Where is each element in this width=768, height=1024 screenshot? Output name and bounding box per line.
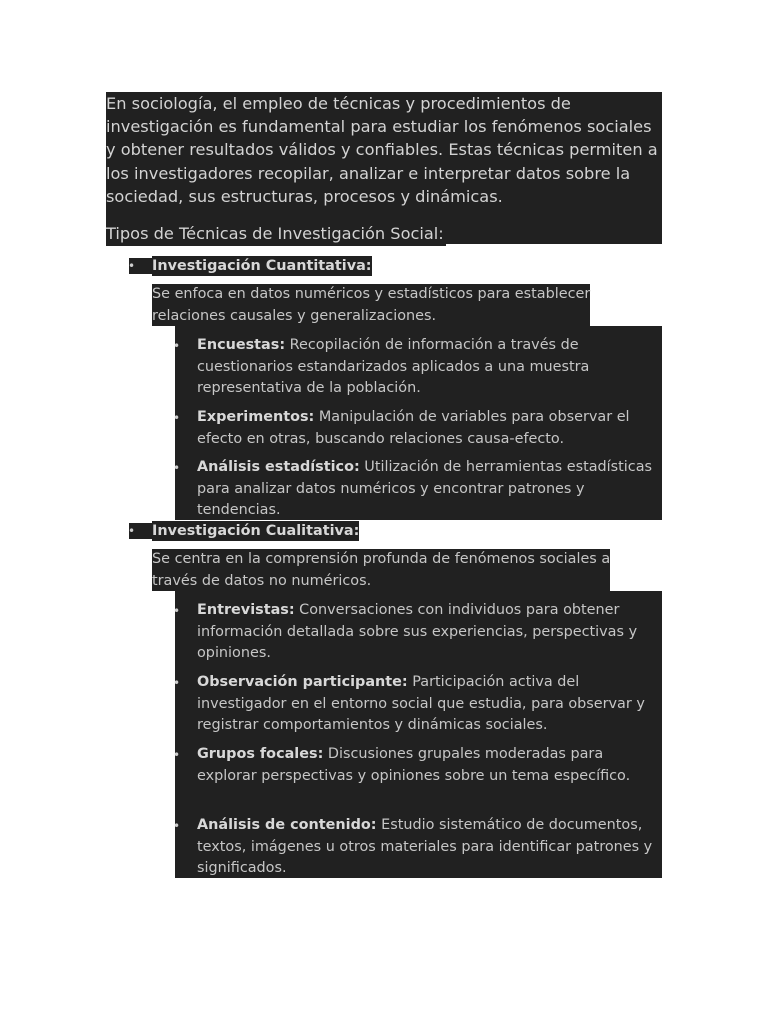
cuantitativa-desc-line: Se enfoca en datos numéricos y estadísticos para establecer <box>152 286 591 302</box>
definition: Utilización de herramientas estadísticas para analizar datos numéricos y encontrar patrones y tendencias. <box>197 459 653 519</box>
definition: Manipulación de variables para observar el efecto en otras, buscando relaciones causa-efecto. <box>197 409 630 447</box>
cualitativa-desc-line: través de datos no numéricos. <box>152 572 372 589</box>
term: Análisis de contenido: <box>197 817 377 833</box>
term: Observación participante: <box>197 674 408 690</box>
bullet-icon: • <box>128 259 136 273</box>
bullet-icon: • <box>173 748 181 762</box>
bullet-icon: • <box>173 339 181 353</box>
definition: Estudio sistemático de documentos, textos, imágenes u otros materiales para identificar patrones y significados. <box>197 817 653 877</box>
cualitativa-desc-line: Se centra en la comprensión profunda de fenómenos sociales a <box>152 551 611 567</box>
term: Entrevistas: <box>197 602 295 618</box>
list-item-analisis-estadistico <box>197 457 662 522</box>
cualitativa-description <box>152 549 610 591</box>
bullet-icon: • <box>173 819 181 833</box>
list-item-entrevistas <box>197 600 662 665</box>
bullet-icon: • <box>173 676 181 690</box>
section-heading: Tipos de Técnicas de Investigación Social: <box>106 222 446 246</box>
list-item-experimentos <box>197 407 662 450</box>
cualitativa-title: Investigación Cualitativa: <box>152 523 360 539</box>
intro-paragraph: En sociología, el empleo de técnicas y procedimientos de investigación es fundamental para estudiar los fenómenos sociales y obtener resultados válidos y confiables. Estas técnicas permiten a los investigadores recopilar, analizar e interpretar datos sobre la sociedad, sus estructuras, procesos y dinámicas. <box>106 92 662 244</box>
term: Grupos focales: <box>197 746 324 762</box>
bullet-icon: • <box>173 411 181 425</box>
definition: Discusiones grupales moderadas para explorar perspectivas y opiniones sobre un tema específico. <box>197 746 631 784</box>
term: Análisis estadístico: <box>197 459 360 475</box>
list-item-analisis-contenido <box>197 815 662 880</box>
definition: Participación activa del investigador en el entorno social que estudia, para observar y registrar comportamientos y dinámicas sociales. <box>197 674 645 734</box>
term: Encuestas: <box>197 337 286 353</box>
cuantitativa-description <box>152 284 590 326</box>
bullet-icon: • <box>173 604 181 618</box>
definition: Conversaciones con individuos para obtener información detallada sobre sus experiencias, perspectivas y opiniones. <box>197 602 638 662</box>
bullet-icon: • <box>173 461 181 475</box>
term: Experimentos: <box>197 409 315 425</box>
bullet-icon: • <box>128 524 136 538</box>
list-item-grupos-focales <box>197 744 662 787</box>
list-item-encuestas <box>197 335 662 400</box>
cuantitativa-title: Investigación Cuantitativa: <box>152 258 372 274</box>
cuantitativa-desc-line: relaciones causales y generalizaciones. <box>152 307 437 324</box>
list-item-observacion-participante <box>197 672 662 737</box>
definition: Recopilación de información a través de cuestionarios estandarizados aplicados a una muestra representativa de la población. <box>197 337 590 397</box>
